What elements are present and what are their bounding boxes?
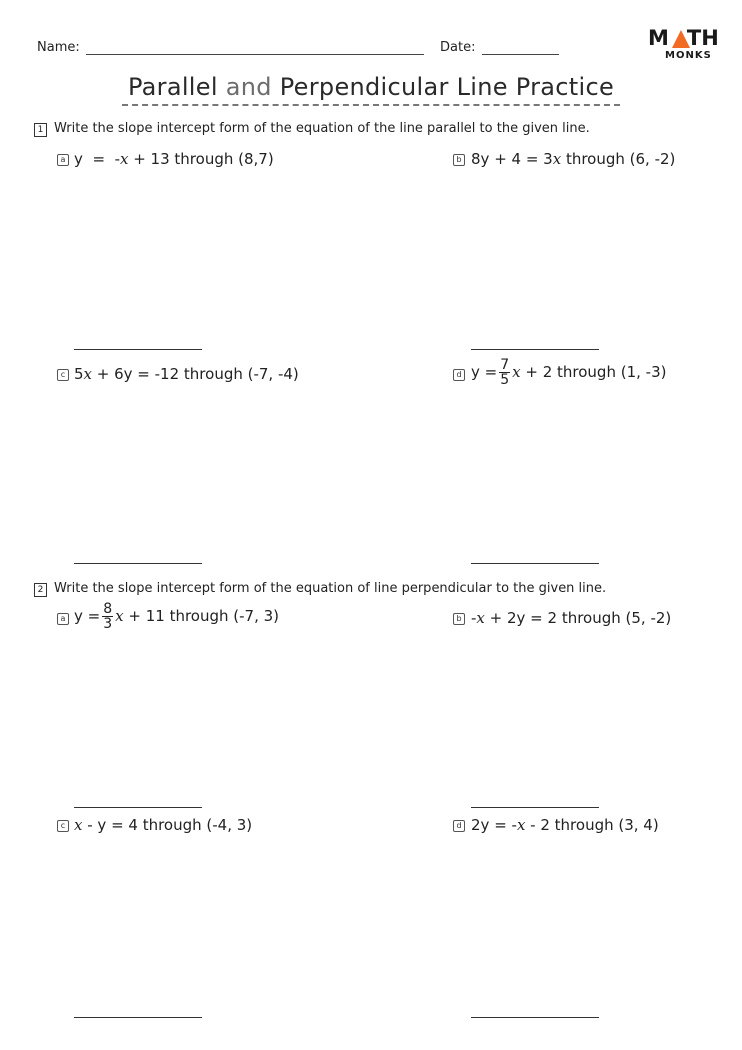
question-number-1: 1	[34, 123, 47, 137]
problem-label-1b: b	[453, 154, 465, 166]
eq-part: through (6, -2)	[561, 150, 676, 168]
question-number-2: 2	[34, 583, 47, 597]
eq-part: + 13 through (8,7)	[128, 150, 274, 168]
eq-variable: x	[516, 816, 526, 834]
answer-line-2d[interactable]	[471, 1017, 599, 1018]
eq-variable: x	[119, 150, 129, 168]
problem-2b-equation	[471, 609, 671, 627]
eq-part: -	[471, 609, 477, 627]
title-divider	[122, 104, 620, 106]
question-2-instruction: Write the slope intercept form of the equation of line perpendicular to the given line.	[54, 581, 607, 596]
math-monks-logo	[648, 28, 718, 62]
eq-part: -	[114, 150, 120, 168]
fraction-numerator: 7	[500, 357, 510, 373]
eq-variable: x	[512, 363, 521, 381]
eq-part: + 2y = 2 through (5, -2)	[484, 609, 672, 627]
eq-part: y =	[74, 607, 101, 625]
answer-line-1d[interactable]	[471, 563, 599, 564]
answer-line-1a[interactable]	[74, 349, 202, 350]
eq-part: + 2 through (1, -3)	[520, 363, 667, 381]
answer-line-1b[interactable]	[471, 349, 599, 350]
answer-line-2b[interactable]	[471, 807, 599, 808]
fraction-denominator: 5	[500, 372, 510, 388]
page-title	[0, 73, 742, 101]
problem-1c-equation	[74, 365, 299, 383]
fraction-numerator: 8	[103, 601, 113, 617]
eq-part: - 2 through (3, 4)	[525, 816, 659, 834]
eq-part: 2y = -	[471, 816, 517, 834]
title-part-3: Perpendicular Line Practice	[279, 73, 615, 101]
name-field[interactable]	[86, 54, 424, 55]
date-label: Date:	[440, 40, 476, 55]
logo-monks-text: MONKS	[665, 50, 712, 61]
title-and: and	[225, 73, 272, 101]
problem-2a-equation	[74, 602, 279, 631]
problem-1d-equation	[471, 358, 666, 387]
problem-2d-equation	[471, 816, 659, 834]
eq-part: + 6y = -12 through (-7, -4)	[92, 365, 299, 383]
eq-part: y =	[471, 363, 498, 381]
problem-label-1a: a	[57, 154, 69, 166]
eq-variable: x	[74, 816, 83, 834]
problem-label-1c: c	[57, 369, 69, 381]
eq-part: - y = 4 through (-4, 3)	[82, 816, 253, 834]
eq-part: 8y + 4 = 3	[471, 150, 553, 168]
problem-1a-equation	[74, 150, 274, 168]
eq-variable: x	[83, 365, 93, 383]
question-1-instruction: Write the slope intercept form of the equation of the line parallel to the given line.	[54, 121, 590, 136]
eq-part: =	[92, 150, 106, 168]
date-field[interactable]	[482, 54, 559, 55]
eq-variable: x	[552, 150, 562, 168]
eq-part: y	[74, 150, 83, 168]
title-part-1: Parallel	[127, 73, 218, 101]
problem-2c-equation	[74, 816, 252, 834]
logo-math-text: M TH	[648, 26, 719, 50]
fraction	[102, 602, 113, 631]
problem-label-2d: d	[453, 820, 465, 832]
eq-variable: x	[476, 609, 485, 627]
fraction	[499, 358, 510, 387]
answer-line-2c[interactable]	[74, 1017, 202, 1018]
problem-1b-equation	[471, 150, 675, 168]
eq-part: 5	[74, 365, 84, 383]
name-label: Name:	[37, 40, 80, 55]
problem-label-2b: b	[453, 613, 465, 625]
problem-label-2a: a	[57, 613, 69, 625]
problem-label-1d: d	[453, 369, 465, 381]
answer-line-2a[interactable]	[74, 807, 202, 808]
problem-label-2c: c	[57, 820, 69, 832]
fraction-denominator: 3	[103, 616, 113, 632]
eq-variable: x	[115, 607, 124, 625]
answer-line-1c[interactable]	[74, 563, 202, 564]
eq-part: + 11 through (-7, 3)	[123, 607, 280, 625]
